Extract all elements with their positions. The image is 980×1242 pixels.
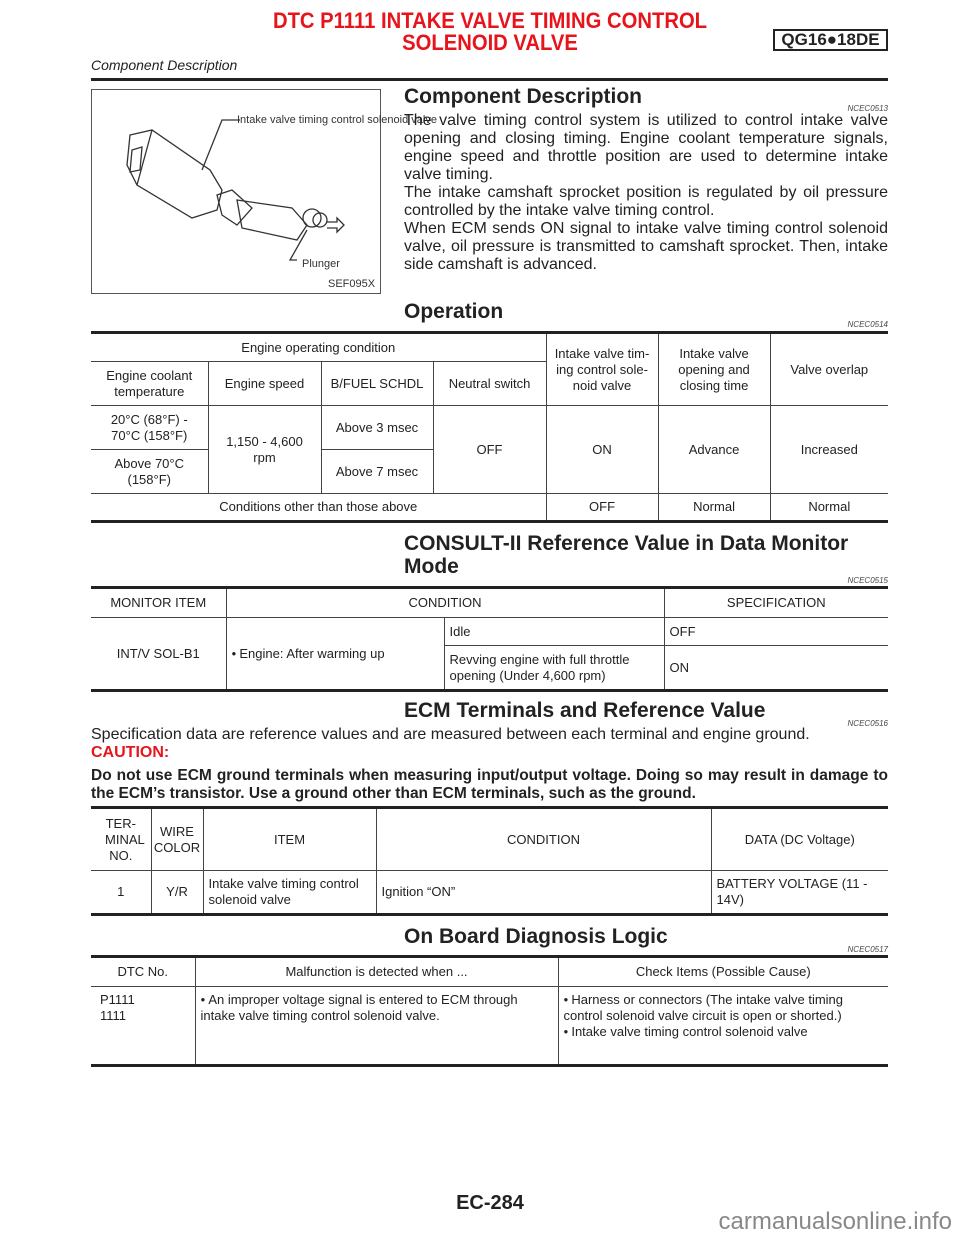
title-line-2: SOLENOID VALVE xyxy=(402,30,578,55)
cell: Above 7 msec xyxy=(321,450,433,494)
component-code: NCEC0513 xyxy=(847,104,888,113)
cell: OFF xyxy=(546,494,658,522)
paragraph: The valve timing control system is utilized to control intake valve opening and closing timing. Engine coolant temperature signals, engine speed and throttle position are used to determine intake valve timing. xyxy=(404,112,888,183)
column-header: Malfunction is detected when ... xyxy=(195,957,558,987)
bullet-text: ● An improper voltage signal is entered to ECM through intake valve timing control solenoid valve. xyxy=(201,992,553,1024)
ecm-heading: ECM Terminals and Reference Value xyxy=(404,699,766,722)
column-header: DTC No. xyxy=(91,957,195,987)
solenoid-figure xyxy=(91,89,437,294)
cell: ON xyxy=(664,646,888,691)
figure-label-plunger: Plunger xyxy=(302,258,340,270)
cell: Advance xyxy=(658,406,770,494)
column-header: Valve overlap xyxy=(770,333,888,406)
column-header: TER-MINAL NO. xyxy=(91,808,151,871)
engine-badge: QG16●18DE xyxy=(773,29,888,51)
column-header: Engine coolant temperature xyxy=(91,362,208,406)
page-number: EC-284 xyxy=(456,1192,524,1214)
column-header: MONITOR ITEM xyxy=(91,588,226,618)
cell: Above 3 msec xyxy=(321,406,433,450)
consult-code: NCEC0515 xyxy=(847,576,888,585)
column-header: Intake valve opening and closing time xyxy=(658,333,770,406)
cell: Idle xyxy=(444,618,664,646)
column-header: CONDITION xyxy=(376,808,711,871)
caution-text: Do not use ECM ground terminals when measuring input/output voltage. Doing so may result in damage to the ECM’s transistor. Use a ground other than ECM terminals, such as the ground. xyxy=(91,767,888,802)
cell: OFF xyxy=(433,406,546,494)
cell: Intake valve timing control solenoid valve xyxy=(203,871,376,915)
column-header: Engine speed xyxy=(208,362,321,406)
header-rule xyxy=(91,78,888,81)
section-subtitle: Component Description xyxy=(91,57,238,73)
title-line-1: DTC P1111 INTAKE VALVE TIMING CONTROL xyxy=(272,8,708,33)
cell: Normal xyxy=(770,494,888,522)
cell: Revving engine with full throttle opening (Under 4,600 rpm) xyxy=(444,646,664,691)
figure-id: SEF095X xyxy=(328,278,376,290)
cell: BATTERY VOLTAGE (11 - 14V) xyxy=(711,871,888,915)
operation-table xyxy=(91,331,888,523)
cell xyxy=(195,987,558,1066)
cell: Normal xyxy=(658,494,770,522)
watermark: carmanualsonline.info xyxy=(718,1208,952,1235)
bullet-text: ● Engine: After warming up xyxy=(232,646,385,661)
cell: Conditions other than those above xyxy=(91,494,546,522)
obd-code: NCEC0517 xyxy=(847,945,888,954)
cell xyxy=(91,987,195,1066)
column-header: Neutral switch xyxy=(433,362,546,406)
cell: Above 70°C (158°F) xyxy=(91,450,208,494)
ecm-table xyxy=(91,806,888,916)
operation-heading: Operation xyxy=(404,300,504,323)
column-header: SPECIFICATION xyxy=(664,588,888,618)
column-header: ITEM xyxy=(203,808,376,871)
paragraph: The intake camshaft sprocket position is regulated by oil pressure controlled by the intake valve timing control. xyxy=(404,184,888,219)
column-header: DATA (DC Voltage) xyxy=(711,808,888,871)
cell xyxy=(558,987,888,1066)
cell: 1,150 - 4,600 rpm xyxy=(208,406,321,494)
cell: Ignition “ON” xyxy=(376,871,711,915)
ecm-code: NCEC0516 xyxy=(847,719,888,728)
obd-heading: On Board Diagnosis Logic xyxy=(404,925,668,948)
component-heading: Component Description xyxy=(404,85,643,108)
cell: OFF xyxy=(664,618,888,646)
page-title xyxy=(223,10,757,54)
cell xyxy=(226,618,444,691)
dtc-code: 1111 xyxy=(100,1008,127,1023)
column-header: CONDITION xyxy=(226,588,664,618)
cell: 1 xyxy=(91,871,151,915)
solenoid-illustration xyxy=(92,90,437,295)
cell: 20°C (68°F) - 70°C (158°F) xyxy=(91,406,208,450)
bullet-text: ● Intake valve timing control solenoid valve xyxy=(564,1024,884,1040)
column-header: B/FUEL SCHDL xyxy=(321,362,433,406)
paragraph: When ECM sends ON signal to intake valve timing control solenoid valve, oil pressure is transmitted to camshaft sprocket. Then, intake side camshaft is advanced. xyxy=(404,220,888,273)
obd-table xyxy=(91,955,888,1067)
component-text xyxy=(404,112,888,274)
consult-table xyxy=(91,586,888,692)
column-header: Intake valve tim-ing control sole-noid valve xyxy=(546,333,658,406)
cell: Increased xyxy=(770,406,888,494)
caution-label: CAUTION: xyxy=(91,744,170,761)
consult-heading: CONSULT-II Reference Value in Data Monitor Mode xyxy=(404,532,849,578)
ecm-intro: Specification data are reference values and are measured between each terminal and engine ground. xyxy=(91,726,810,743)
operation-code: NCEC0514 xyxy=(847,320,888,329)
column-header: Check Items (Possible Cause) xyxy=(558,957,888,987)
group-header: Engine operating condition xyxy=(91,333,546,362)
figure-label-valve: Intake valve timing control solenoid valve xyxy=(237,114,437,126)
cell: Y/R xyxy=(151,871,203,915)
dtc-code: P1111 xyxy=(100,992,135,1007)
bullet-text: ● Harness or connectors (The intake valve timing control solenoid valve circuit is open or shorted.) xyxy=(564,992,884,1024)
column-header: WIRE COLOR xyxy=(151,808,203,871)
cell: INT/V SOL-B1 xyxy=(91,618,226,691)
cell: ON xyxy=(546,406,658,494)
